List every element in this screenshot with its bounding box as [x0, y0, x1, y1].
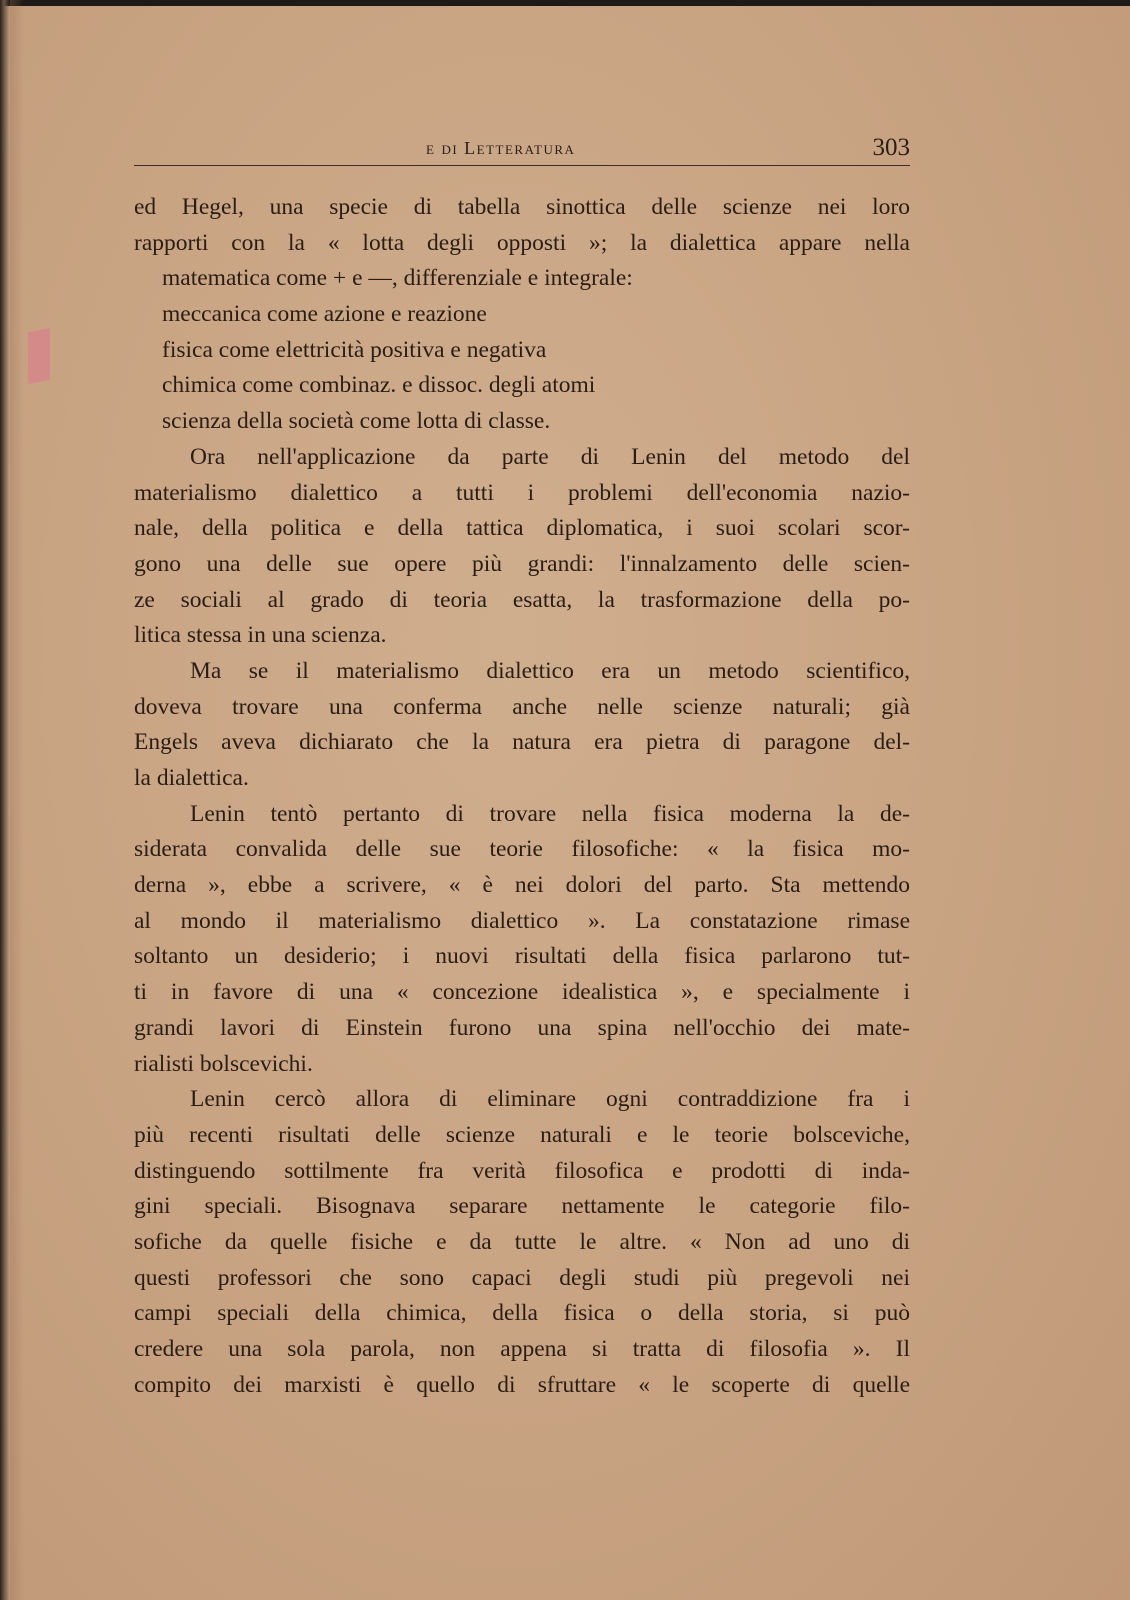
text-line: sofiche da quelle fisiche e da tutte le altre. « Non ad uno di	[134, 1228, 910, 1255]
page-number: 303	[872, 134, 910, 161]
paragraph-first-line: Lenin cercò allora di eliminare ogni contraddizione fra i	[190, 1086, 910, 1113]
text-line: siderata convalida delle sue teorie filosofiche: « la fisica mo-	[134, 836, 910, 863]
list-line: fisica come elettricità positiva e negativa	[162, 336, 547, 363]
page-gutter-shadow	[10, 0, 24, 1600]
text-line: derna », ebbe a scrivere, « è nei dolori del parto. Sta mettendo	[134, 872, 910, 899]
text-line: materialismo dialettico a tutti i problemi dell'economia nazio-	[134, 479, 910, 506]
list-line: matematica come + e —, differenziale e integrale:	[162, 265, 633, 292]
paragraph-first-line: Ma se il materialismo dialettico era un metodo scientifico,	[190, 657, 910, 684]
text-line: doveva trovare una conferma anche nelle scienze naturali; già	[134, 693, 910, 720]
body-text	[134, 190, 910, 1403]
text-line: questi professori che sono capaci degli studi più pregevoli nei	[134, 1264, 910, 1291]
paragraph-first-line: Lenin tentò pertanto di trovare nella fisica moderna la de-	[190, 800, 910, 827]
text-line: campi speciali della chimica, della fisica o della storia, si può	[134, 1300, 910, 1327]
list-line: chimica come combinaz. e dissoc. degli atomi	[162, 372, 596, 399]
text-line: soltanto un desiderio; i nuovi risultati della fisica parlarono tut-	[134, 943, 910, 970]
text-line: al mondo il materialismo dialettico ». La constatazione rimase	[134, 907, 910, 934]
text-line: nale, della politica e della tattica diplomatica, i suoi scolari scor-	[134, 515, 910, 542]
running-title: e di Letteratura	[426, 138, 576, 158]
text-line: la dialettica.	[134, 765, 249, 791]
text-line: più recenti risultati delle scienze naturali e le teorie bolsceviche,	[134, 1121, 910, 1148]
list-line: scienza della società come lotta di classe.	[162, 408, 551, 435]
running-header	[134, 132, 910, 168]
book-binding-edge	[0, 0, 10, 1600]
text-line: credere una sola parola, non appena si tratta di filosofia ». Il	[134, 1336, 910, 1362]
paragraph-first-line: Ora nell'applicazione da parte di Lenin del metodo del	[190, 443, 910, 470]
text-line: gono una delle sue opere più grandi: l'innalzamento delle scien-	[134, 550, 910, 577]
page-top-edge	[0, 0, 1130, 6]
text-line: grandi lavori di Einstein furono una spina nell'occhio dei mate-	[134, 1014, 910, 1041]
text-line: ti in favore di una « concezione idealistica », e specialmente i	[134, 979, 910, 1006]
text-line: distinguendo sottilmente fra verità filosofica e prodotti di inda-	[134, 1157, 910, 1184]
text-line: ed Hegel, una specie di tabella sinottica delle scienze nei loro	[134, 194, 910, 220]
text-line: Engels aveva dichiarato che la natura era pietra di paragone del-	[134, 729, 910, 756]
text-line: rapporti con la « lotta degli opposti »; la dialettica appare nella	[134, 229, 910, 256]
text-line: rialisti bolscevichi.	[134, 1050, 313, 1077]
header-rule	[134, 165, 910, 166]
text-line: gini speciali. Bisognava separare nettamente le categorie filo-	[134, 1193, 910, 1220]
list-line: meccanica come azione e reazione	[162, 301, 487, 328]
text-line: litica stessa in una scienza.	[134, 622, 387, 649]
pink-bookmark-tab	[28, 328, 50, 384]
text-line: ze sociali al grado di teoria esatta, la trasformazione della po-	[134, 586, 910, 613]
text-line: compito dei marxisti è quello di sfruttare « le scoperte di quelle	[134, 1371, 910, 1398]
